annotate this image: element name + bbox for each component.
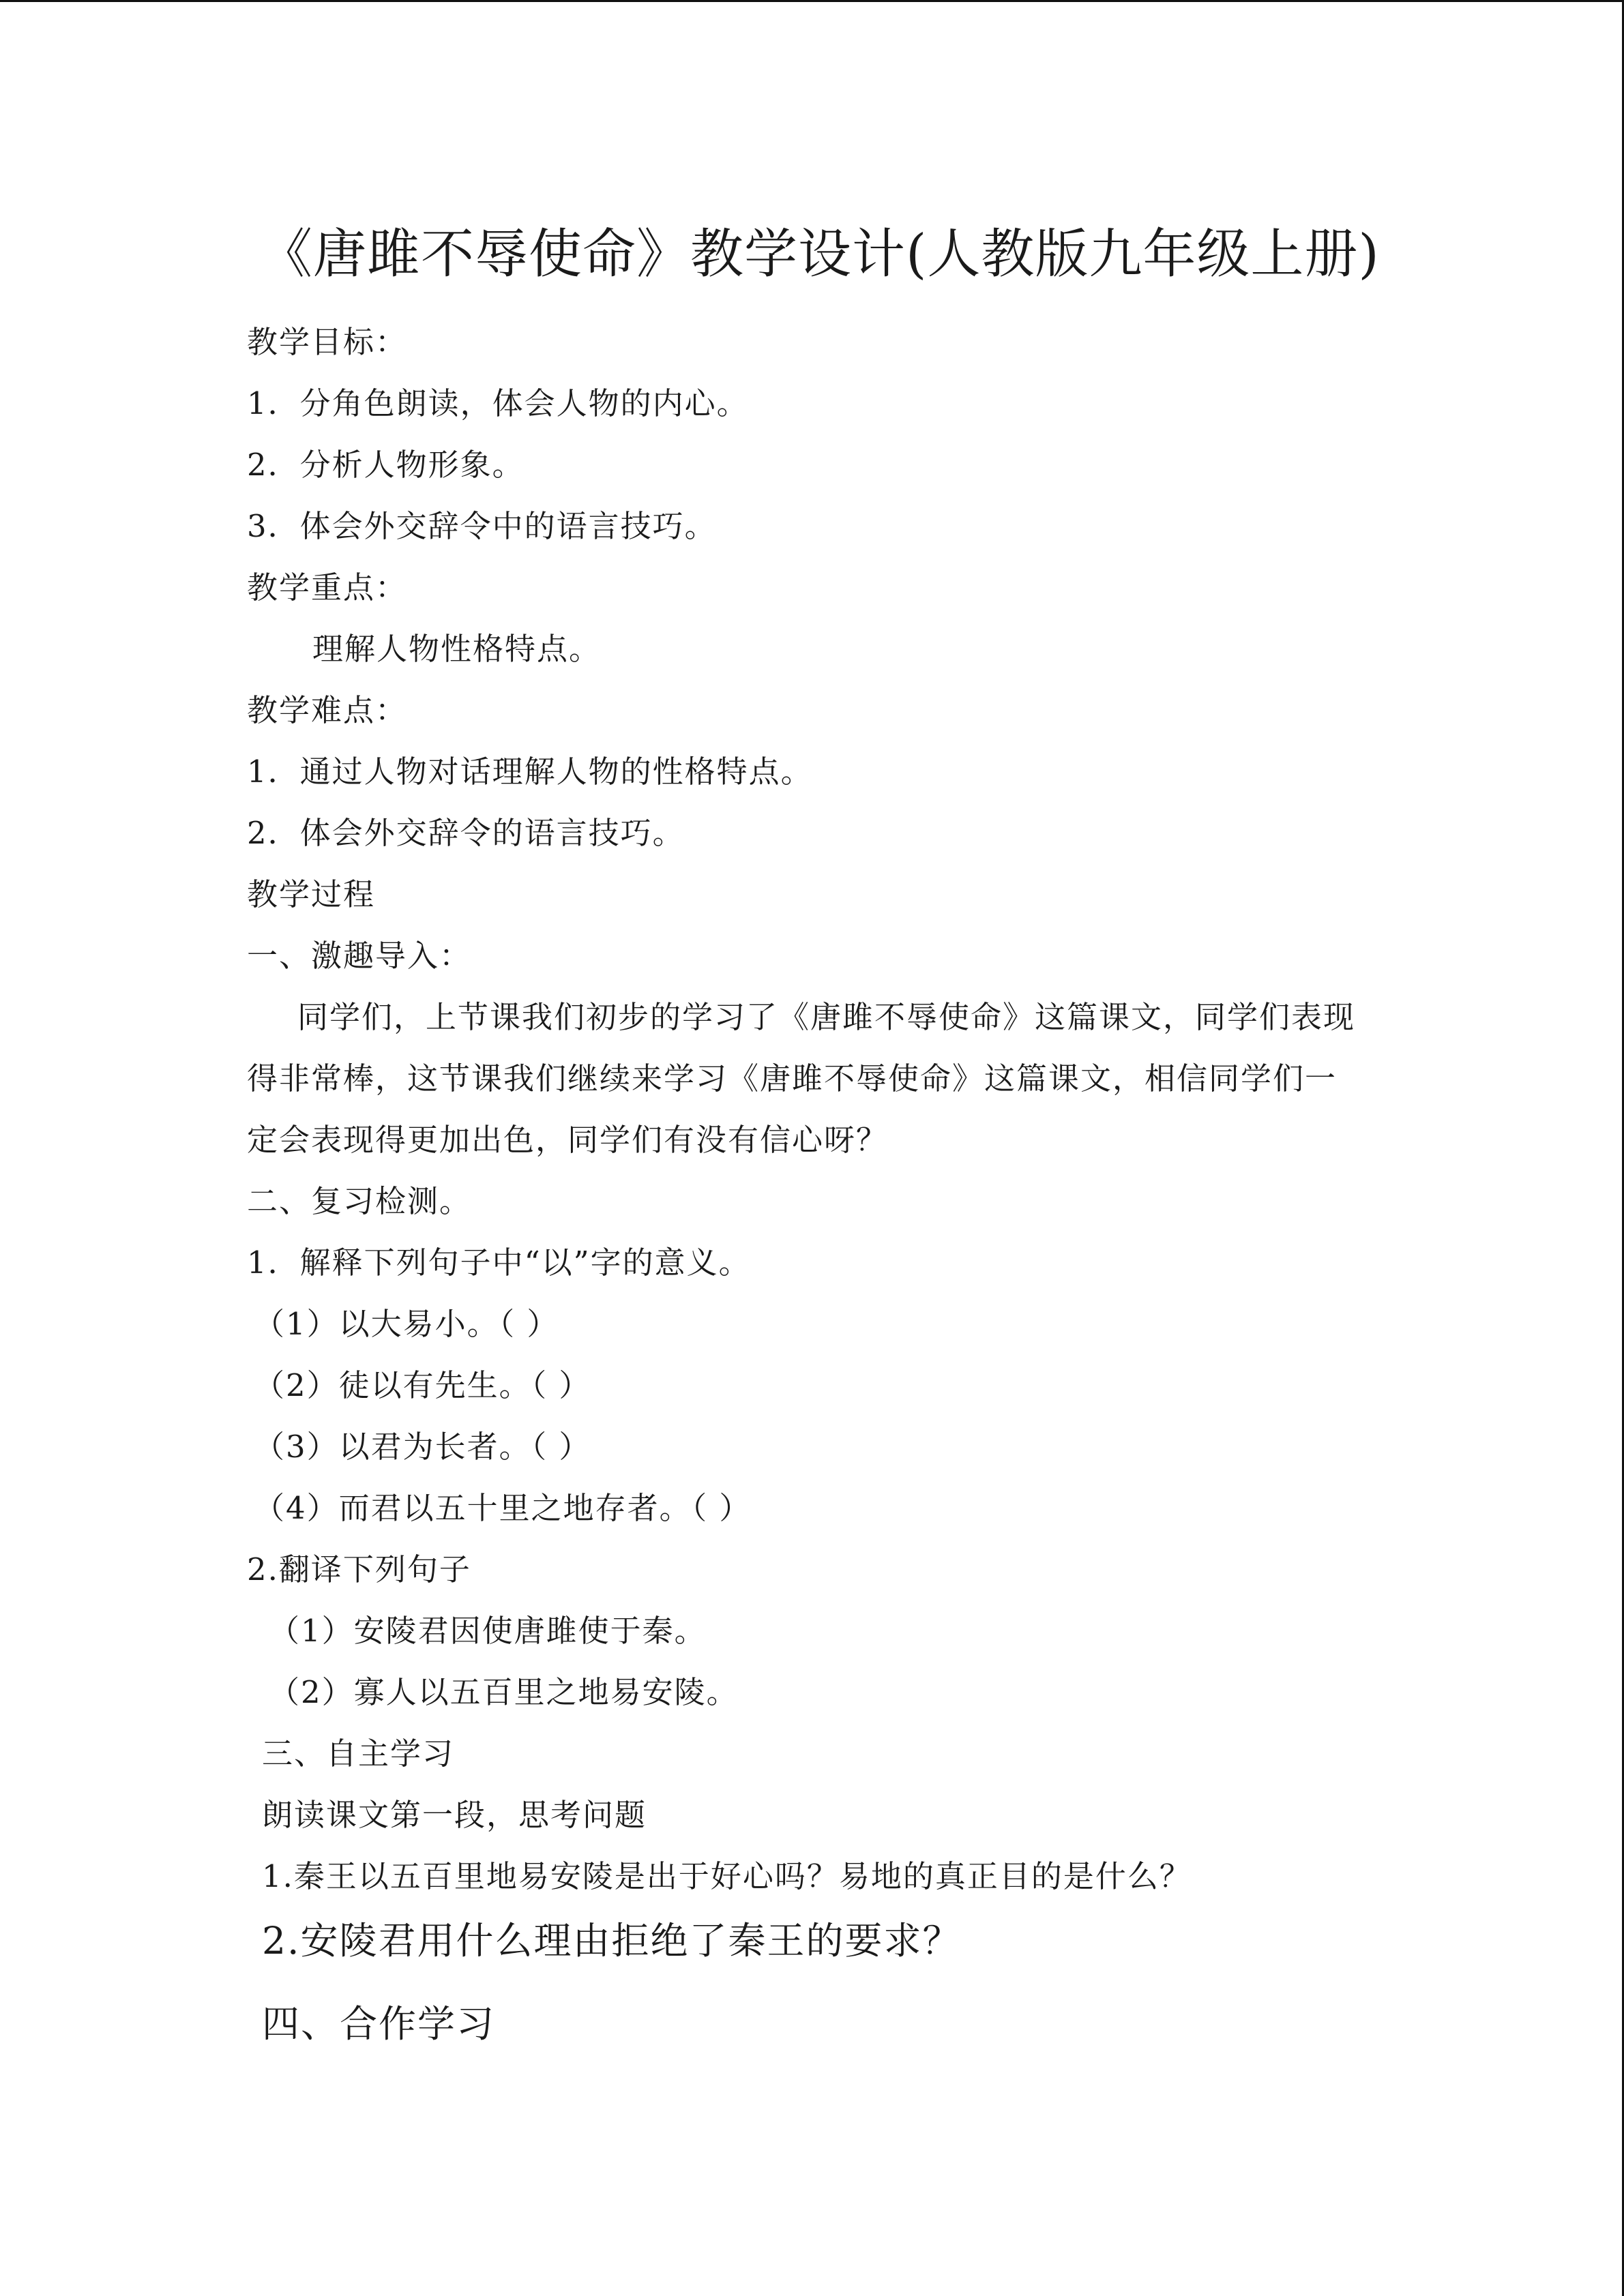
self-study-question-2: 2.安陵君用什么理由拒绝了秦王的要求？ — [262, 1919, 962, 1963]
translate-item-1: （1）安陵君因使唐雎使于秦。 — [269, 1613, 707, 1649]
intro-paragraph-line-2: 得非常棒，这节课我们继续来学习《唐雎不辱使命》这篇课文，相信同学们一 — [247, 1060, 1338, 1097]
key-point-text: 理解人物性格特点。 — [312, 631, 602, 667]
goal-item-2: 2．分析人物形象。 — [247, 447, 525, 483]
intro-paragraph-line-1: 同学们，上节课我们初步的学习了《唐雎不辱使命》这篇课文，同学们表现 — [297, 999, 1356, 1035]
review-subitem-3: （3）以君为长者。（ ） — [254, 1429, 591, 1465]
section-1-heading: 一、激趣导入： — [247, 938, 472, 974]
review-question-1: 1．解释下列句子中“以”字的意义。 — [247, 1244, 751, 1281]
heading-teaching-goals: 教学目标： — [247, 324, 408, 360]
self-study-question-1: 1.秦王以五百里地易安陵是出于好心吗？易地的真正目的是什么？ — [262, 1858, 1192, 1894]
document-title: 《唐雎不辱使命》教学设计(人教版九年级上册) — [259, 224, 1380, 285]
page-border-top — [0, 0, 1624, 2]
self-study-instruction: 朗读课文第一段，思考问题 — [262, 1797, 647, 1833]
goal-item-1: 1．分角色朗读，体会人物的内心。 — [247, 385, 749, 421]
section-3-heading: 三、自主学习 — [262, 1735, 455, 1772]
review-subitem-2: （2）徒以有先生。（ ） — [254, 1367, 591, 1403]
review-subitem-4: （4）而君以五十里之地存者。（ ） — [254, 1490, 752, 1526]
heading-teaching-process: 教学过程 — [247, 876, 376, 912]
heading-difficulties: 教学难点： — [247, 692, 408, 728]
review-subitem-1: （1）以大易小。（ ） — [254, 1306, 559, 1342]
difficulty-item-1: 1．通过人物对话理解人物的性格特点。 — [247, 754, 813, 790]
intro-paragraph-line-3: 定会表现得更加出色，同学们有没有信心呀？ — [247, 1122, 889, 1158]
goal-item-3: 3．体会外交辞令中的语言技巧。 — [247, 508, 717, 544]
difficulty-item-2: 2．体会外交辞令的语言技巧。 — [247, 815, 685, 851]
translate-item-2: （2）寡人以五百里之地易安陵。 — [269, 1674, 739, 1710]
section-4-heading: 四、合作学习 — [262, 2002, 496, 2046]
review-question-2: 2.翻译下列句子 — [247, 1551, 471, 1587]
heading-key-points: 教学重点： — [247, 569, 408, 606]
section-2-heading: 二、复习检测。 — [247, 1183, 472, 1219]
